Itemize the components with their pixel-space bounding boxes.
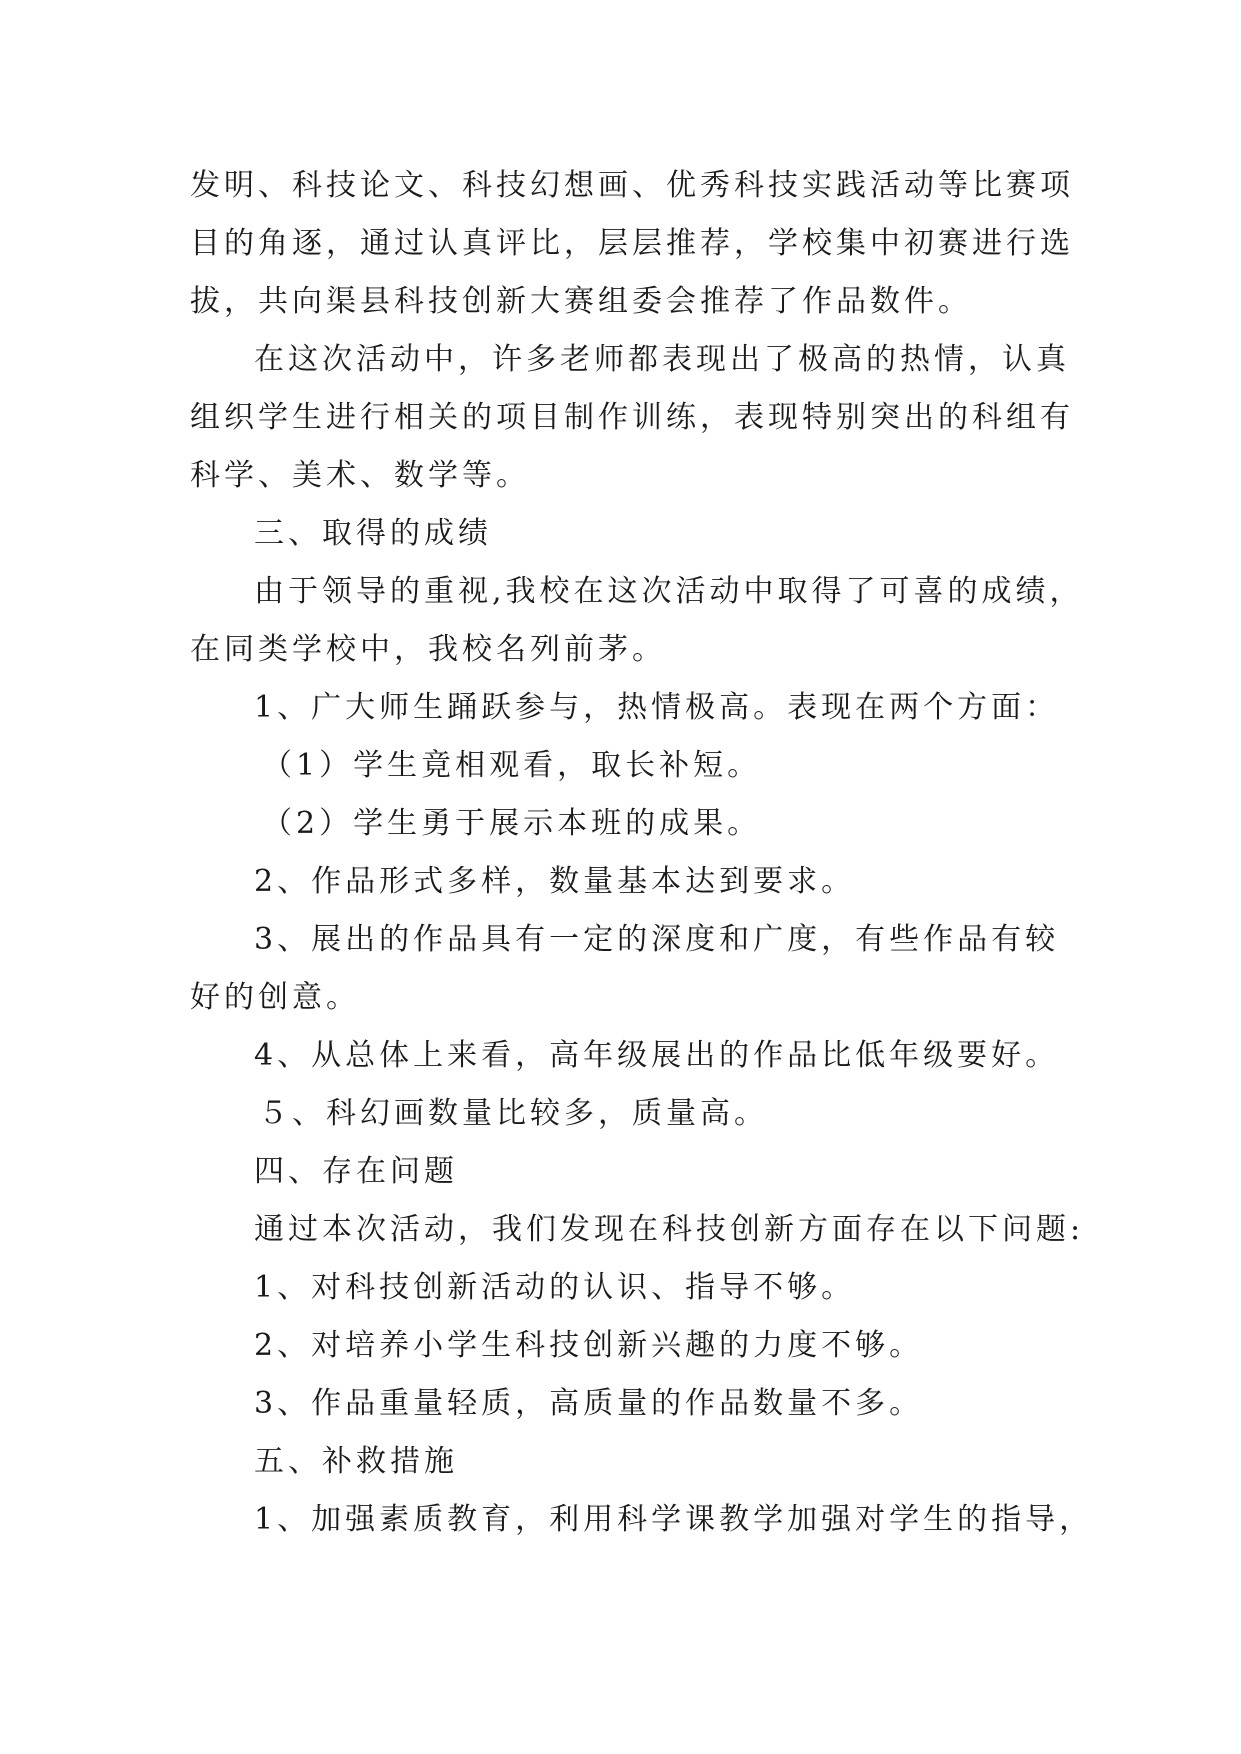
problem-item-3: 3、作品重量轻质，高质量的作品数量不多。 [254, 1386, 924, 1421]
measure-item-1: 1、加强素质教育，利用科学课教学加强对学生的指导， [254, 1502, 1094, 1537]
sub-item-2: （2）学生勇于展示本班的成果。 [262, 806, 762, 841]
paragraph-line-8: 由于领导的重视,我校在这次活动中取得了可喜的成绩， [254, 574, 1084, 609]
list-item-1: 1、广大师生踊跃参与，热情极高。表现在两个方面： [254, 690, 1060, 725]
list-item-5: ５、科幻画数量比较多，质量高。 [258, 1096, 768, 1131]
paragraph-line-2: 目的角逐，通过认真评比，层层推荐，学校集中初赛进行选 [190, 226, 1074, 261]
sub-item-1: （1）学生竟相观看，取长补短。 [262, 748, 762, 783]
paragraph-line-1: 发明、科技论文、科技幻想画、优秀科技实践活动等比赛项 [190, 168, 1074, 203]
paragraph-line-19: 通过本次活动，我们发现在科技创新方面存在以下问题: [254, 1212, 1085, 1247]
paragraph-line-3: 拔，共向渠县科技创新大赛组委会推荐了作品数件。 [190, 284, 972, 319]
section-heading-5: 五、补救措施 [254, 1444, 458, 1479]
list-item-4: 4、从总体上来看，高年级展出的作品比低年级要好。 [254, 1038, 1060, 1073]
paragraph-line-4: 在这次活动中，许多老师都表现出了极高的热情，认真 [254, 342, 1070, 377]
paragraph-line-9: 在同类学校中，我校名列前茅。 [190, 632, 666, 667]
section-heading-4: 四、存在问题 [254, 1154, 458, 1189]
problem-item-2: 2、对培养小学生科技创新兴趣的力度不够。 [254, 1328, 924, 1363]
paragraph-line-5: 组织学生进行相关的项目制作训练，表现特别突出的科组有 [190, 400, 1074, 435]
list-item-3-continued: 好的创意。 [190, 980, 360, 1015]
problem-item-1: 1、对科技创新活动的认识、指导不够。 [254, 1270, 856, 1305]
section-heading-3: 三、取得的成绩 [254, 516, 492, 551]
list-item-2: 2、作品形式多样，数量基本达到要求。 [254, 864, 856, 899]
paragraph-line-6: 科学、美术、数学等。 [190, 458, 530, 493]
list-item-3: 3、展出的作品具有一定的深度和广度，有些作品有较 [254, 922, 1060, 957]
